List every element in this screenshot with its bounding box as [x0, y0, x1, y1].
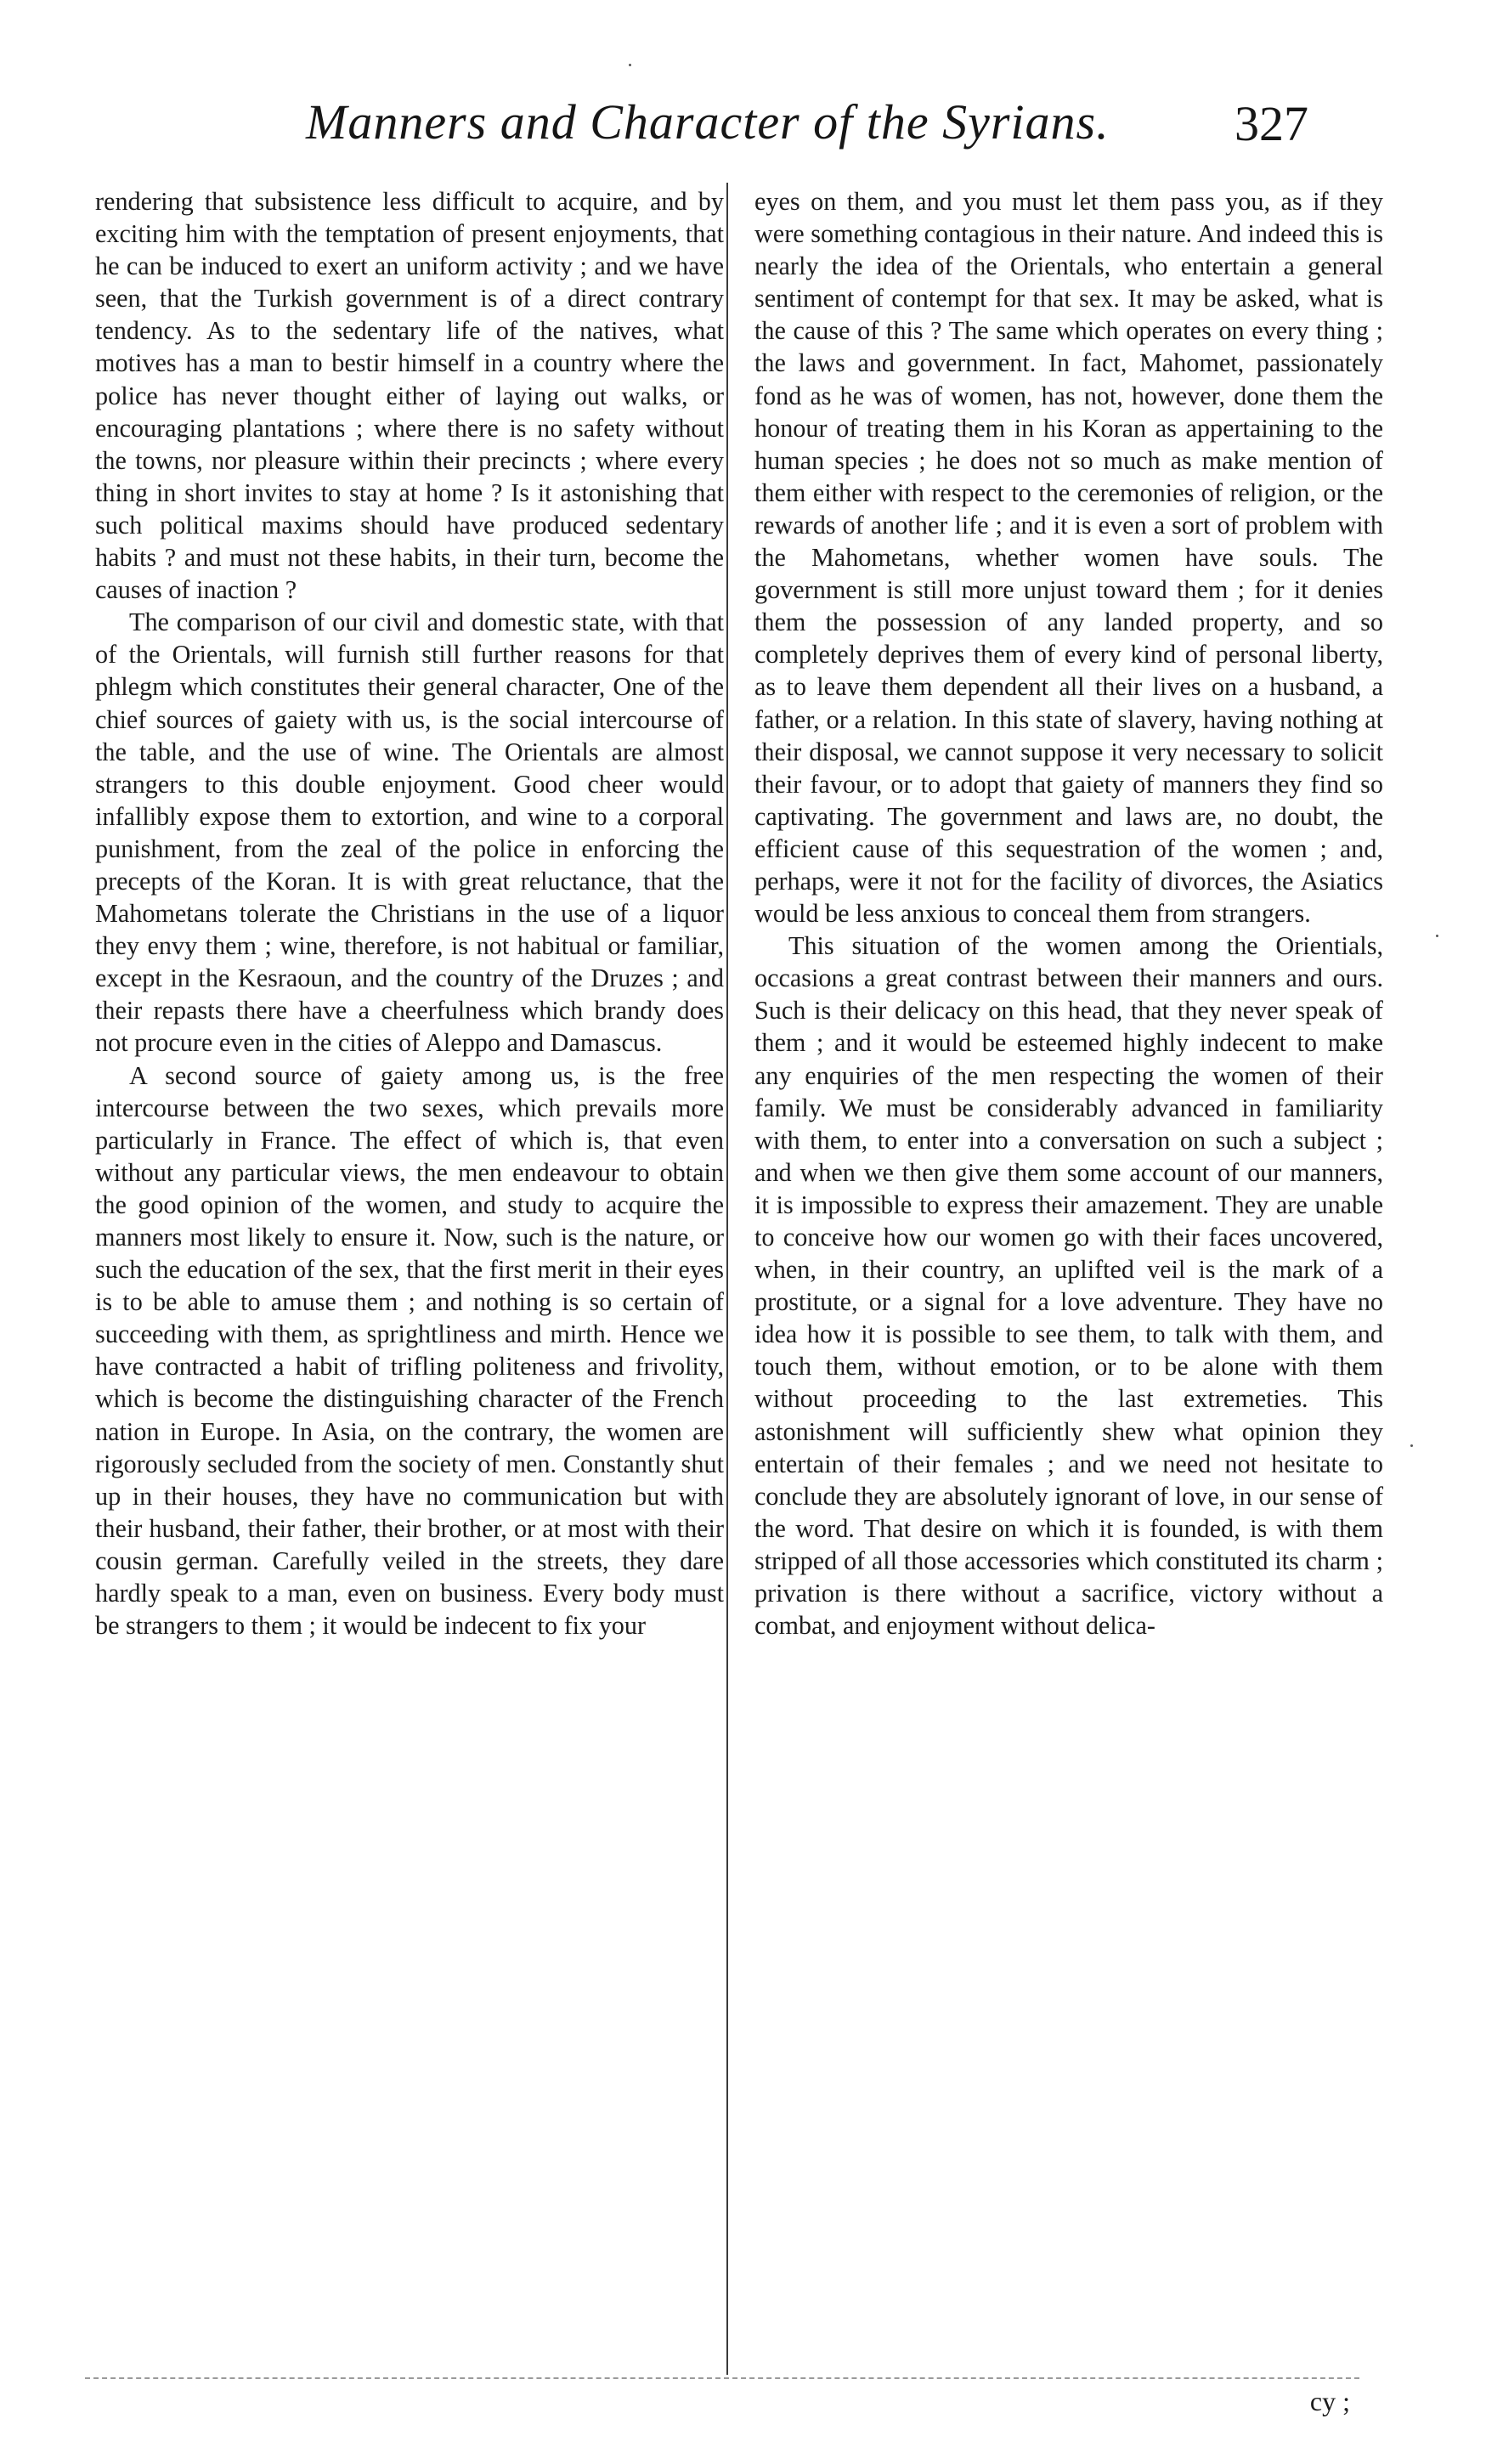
paragraph: A second source of gaiety among us, is the free intercourse between the two sexes, which prevails more particularly in France. The effect of which is, that even without any particular views, the men endeavour to obtain the good opinion of the women, and study to acquire the manners most likely to ensure it. Now, such is the nature, or such the education of the sex, that the first merit in their eyes is to be able to amuse them ; and nothing is so certain of succeeding with them, as sprightliness and mirth. Hence we have contracted a habit of trifling politeness and frivolity, which is become the distinguishing character of the French nation in Europe. In Asia, on the contrary, the women are rigorously secluded from the society of men. Constantly shut up in their houses, they have no communication but with their husband, their father, their brother, or at most with their cousin german. Carefully veiled in the streets, they dare hardly speak to a man, even on business. Every body must be strangers to them ; it would be indecent to fix your [95, 1060, 724, 1641]
scan-speck [629, 64, 631, 66]
bottom-rule [85, 2377, 1359, 2379]
running-header [306, 93, 1308, 170]
paragraph: rendering that subsistence less difficult to acquire, and by exciting him with the temptation of present enjoyments, that he can be induced to exert an uniform activity ; and we have seen, that the Turkish government is of a direct contrary tendency. As to the sedentary life of the natives, what motives has a man to bestir himself in a country where the police has never thought either of laying out walks, or encouraging plantations ; where there is no safety without the towns, nor pleasure within their precincts ; where every thing in short invites to stay at home ? Is it astonishing that such political maxims should have produced sedentary habits ? and must not these habits, in their turn, become the causes of inaction ? [95, 187, 724, 605]
scan-speck [1436, 935, 1438, 937]
left-column [95, 185, 724, 1642]
running-title: Manners and Character of the Syrians. [306, 94, 1110, 150]
scan-speck [1410, 1444, 1413, 1447]
catchword: cy ; [1309, 2386, 1350, 2416]
paragraph: This situation of the women among the Orientials, occasions a great contrast between their manners and ours. Such is their delicacy on this head, that they never speak of them ; and it would be esteemed highly indecent to make any enquiries of the men respecting the women of their family. We must be considerably advanced in familiarity with them, to enter into a conversation on such a subject ; and when we then give them some account of our manners, it is impossible to express their amazement. They are unable to conceive how our women go with their faces uncovered, when, in their country, an uplifted veil is the mark of a prostitute, or a signal for a love adventure. They have no idea how it is possible to see them, to talk with them, and touch them, without emotion, or to be alone with them without proceeding to the last extremeties. This astonishment will sufficiently shew what opinion they entertain of their females ; and we need not hesitate to conclude they are absolutely ignorant of love, in our sense of the word. That desire on which it is founded, is with them stripped of all those accessories which constituted its charm ; privation is there without a sacrifice, victory without a combat, and enjoyment without delica- [754, 931, 1383, 1641]
page-number: 327 [1235, 96, 1308, 151]
paragraph: eyes on them, and you must let them pass you, as if they were something contagious in their nature. And indeed this is nearly the idea of the Orientals, who entertain a general sentiment of contempt for that sex. It may be asked, what is the cause of this ? The same which operates on every thing ; the laws and government. In fact, Mahomet, passionately fond as he was of women, has not, however, done them the honour of treating them in his Koran as appertaining to the human species ; he does not so much as make mention of them either with respect to the ceremonies of religion, or the rewards of another life ; and it is even a sort of problem with the Mahometans, whether women have souls. The government is still more unjust toward them ; for it denies them the possession of any landed property, and so completely deprives them of every kind of personal liberty, as to leave them dependent all their lives on a husband, a father, or a relation. In this state of slavery, having nothing at their disposal, we cannot suppose it very necessary to solicit their favour, or to adopt that gaiety of manners they find so captivating. The government and laws are, no doubt, the efficient cause of this sequestration of the women ; and, perhaps, were it not for the facility of divorces, the Asiatics would be less anxious to conceal them from strangers. [754, 187, 1383, 929]
column-divider [726, 183, 728, 2375]
paragraph: The comparison of our civil and domestic state, with that of the Orientals, will furnish still further reasons for that phlegm which constitutes their general character, One of the chief sources of gaiety with us, is the social intercourse of the table, and the use of wine. The Orientals are almost strangers to this double enjoyment. Good cheer would infallibly expose them to extortion, and wine to a corporal punishment, from the zeal of the police in enforcing the precepts of the Koran. It is with great reluctance, that the Mahometans tolerate the Christians in the use of a liquor they envy them ; wine, therefore, is not habitual or familiar, except in the Kesraoun, and the country of the Druzes ; and their repasts there have a cheerfulness which brandy does not procure even in the cities of Aleppo and Damascus. [95, 608, 724, 1058]
right-column [754, 185, 1383, 1642]
